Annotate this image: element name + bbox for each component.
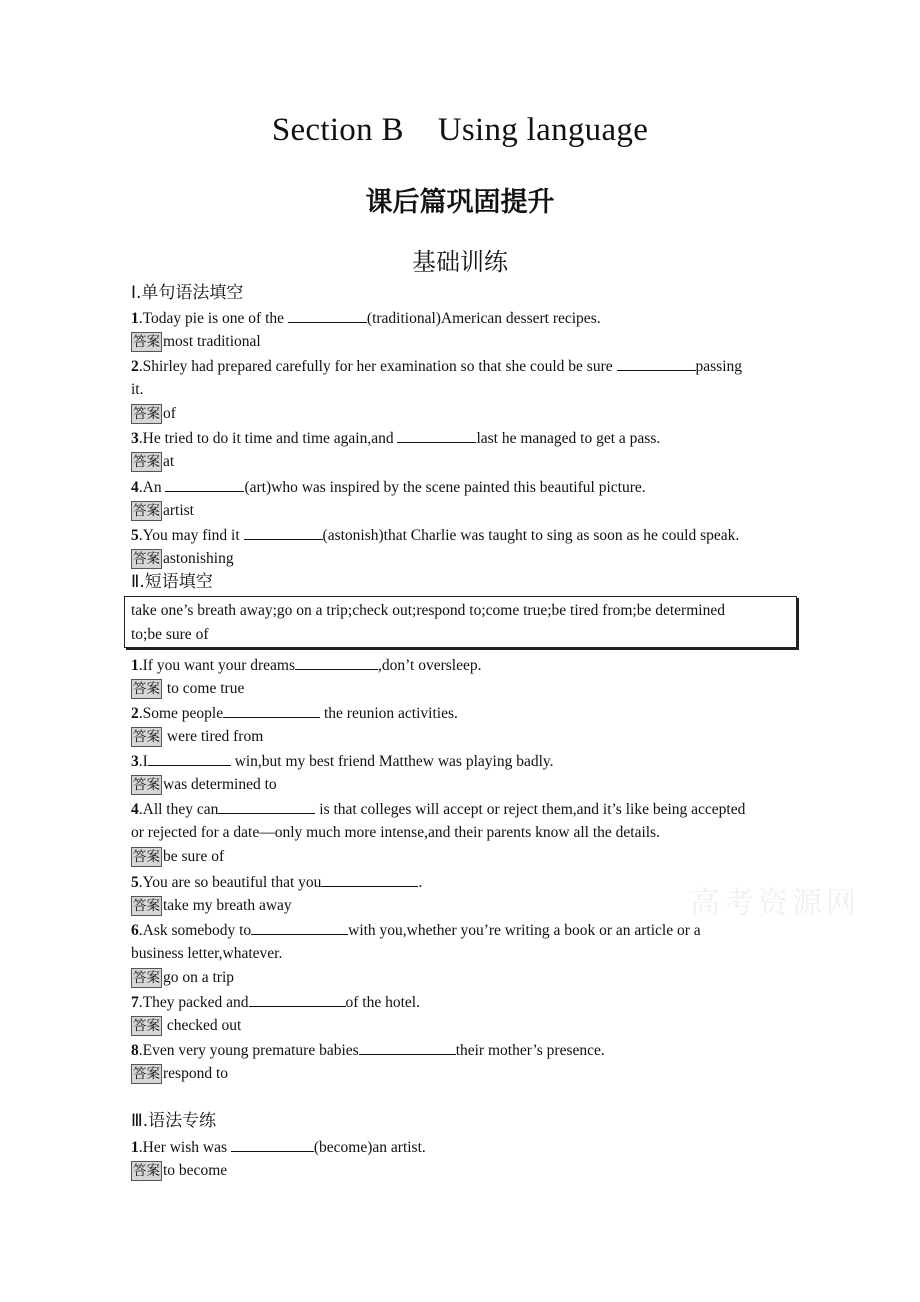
question-line: 2.Some people the reunion activities. xyxy=(131,705,458,722)
answer-blank[interactable] xyxy=(249,992,346,1007)
answer-badge: 答案 xyxy=(133,454,160,470)
question-line: 1.If you want your dreams ,don’t oversleep. xyxy=(131,657,482,674)
answer-line: 答案 take my breath away xyxy=(133,897,292,914)
question-line: 2.Shirley had prepared carefully for her examination so that she could be sure passing xyxy=(131,358,742,375)
answer-badge: 答案 xyxy=(133,729,160,745)
answer-line: 答案 at xyxy=(133,453,175,470)
section-3-title: Ⅲ.语法专练 xyxy=(131,1111,217,1131)
phrase-box-line: take one’s breath away;go on a trip;check out;respond to;come true;be tired from;be determined xyxy=(131,602,725,619)
answer-badge: 答案 xyxy=(133,898,160,914)
answer-blank[interactable] xyxy=(251,920,348,935)
answer-line: 答案 to come true xyxy=(133,680,245,697)
question-line-cont: or rejected for a date—only much more intense,and their parents know all the details. xyxy=(131,824,660,841)
answer-line: 答案 was determined to xyxy=(133,776,277,793)
answer-badge: 答案 xyxy=(133,1163,160,1179)
question-line: 6.Ask somebody to with you,whether you’re writing a book or an article or a xyxy=(131,922,701,939)
answer-line: 答案 be sure of xyxy=(133,848,225,865)
answer-badge: 答案 xyxy=(133,681,160,697)
question-line: 4.An (art)who was inspired by the scene painted this beautiful picture. xyxy=(131,479,646,496)
answer-blank[interactable] xyxy=(244,525,323,540)
answer-badge: 答案 xyxy=(133,1066,160,1082)
answer-badge: 答案 xyxy=(133,1018,160,1034)
answer-line: 答案 of xyxy=(133,405,176,422)
answer-blank[interactable] xyxy=(165,477,244,492)
answer-blank[interactable] xyxy=(359,1040,456,1055)
page-title: Section B Using language xyxy=(271,112,649,148)
answer-line: 答案 to become xyxy=(133,1162,228,1179)
phrase-box-line: to;be sure of xyxy=(131,626,209,643)
question-line: 8.Even very young premature babies their mother’s presence. xyxy=(131,1042,605,1059)
answer-badge: 答案 xyxy=(133,406,160,422)
answer-badge: 答案 xyxy=(133,970,160,986)
question-line-cont: business letter,whatever. xyxy=(131,945,283,962)
question-line: 3.I win,but my best friend Matthew was playing badly. xyxy=(131,753,554,770)
answer-badge: 答案 xyxy=(133,777,160,793)
question-line: 5.You may find it (astonish)that Charlie was taught to sing as soon as he could speak. xyxy=(131,527,740,544)
answer-blank[interactable] xyxy=(231,1137,314,1152)
question-line: 1.Today pie is one of the (traditional)American dessert recipes. xyxy=(131,310,601,327)
question-line: 1.Her wish was (become)an artist. xyxy=(131,1139,426,1156)
page-subtitle: 课后篇巩固提升 xyxy=(365,187,555,218)
section-2-title: Ⅱ.短语填空 xyxy=(131,572,213,592)
answer-line: 答案 astonishing xyxy=(133,550,234,567)
answer-line: 答案 checked out xyxy=(133,1017,242,1034)
answer-blank[interactable] xyxy=(218,799,315,814)
answer-blank[interactable] xyxy=(321,872,418,887)
answer-blank[interactable] xyxy=(223,703,320,718)
answer-line: 答案 most traditional xyxy=(133,333,261,350)
answer-blank[interactable] xyxy=(148,751,231,766)
question-line: 3.He tried to do it time and time again,and last he managed to get a pass. xyxy=(131,430,661,447)
question-line: 7.They packed and of the hotel. xyxy=(131,994,420,1011)
answer-badge: 答案 xyxy=(133,849,160,865)
section-heading: 基础训练 xyxy=(412,248,508,276)
question-line-cont: it. xyxy=(131,381,144,398)
answer-line: 答案 respond to xyxy=(133,1065,229,1082)
watermark: 高考资源网 xyxy=(690,886,860,921)
answer-blank[interactable] xyxy=(295,655,378,670)
answer-blank[interactable] xyxy=(288,308,367,323)
answer-badge: 答案 xyxy=(133,334,160,350)
phrase-box xyxy=(124,596,797,648)
answer-badge: 答案 xyxy=(133,551,160,567)
question-line: 5.You are so beautiful that you . xyxy=(131,874,423,891)
answer-line: 答案 go on a trip xyxy=(133,969,235,986)
question-line: 4.All they can is that colleges will accept or reject them,and it’s like being accepted xyxy=(131,801,746,818)
answer-badge: 答案 xyxy=(133,503,160,519)
answer-line: 答案 were tired from xyxy=(133,728,264,745)
answer-blank[interactable] xyxy=(397,428,476,443)
answer-blank[interactable] xyxy=(617,356,696,371)
answer-line: 答案 artist xyxy=(133,502,194,519)
section-1-title: Ⅰ.单句语法填空 xyxy=(131,283,244,303)
